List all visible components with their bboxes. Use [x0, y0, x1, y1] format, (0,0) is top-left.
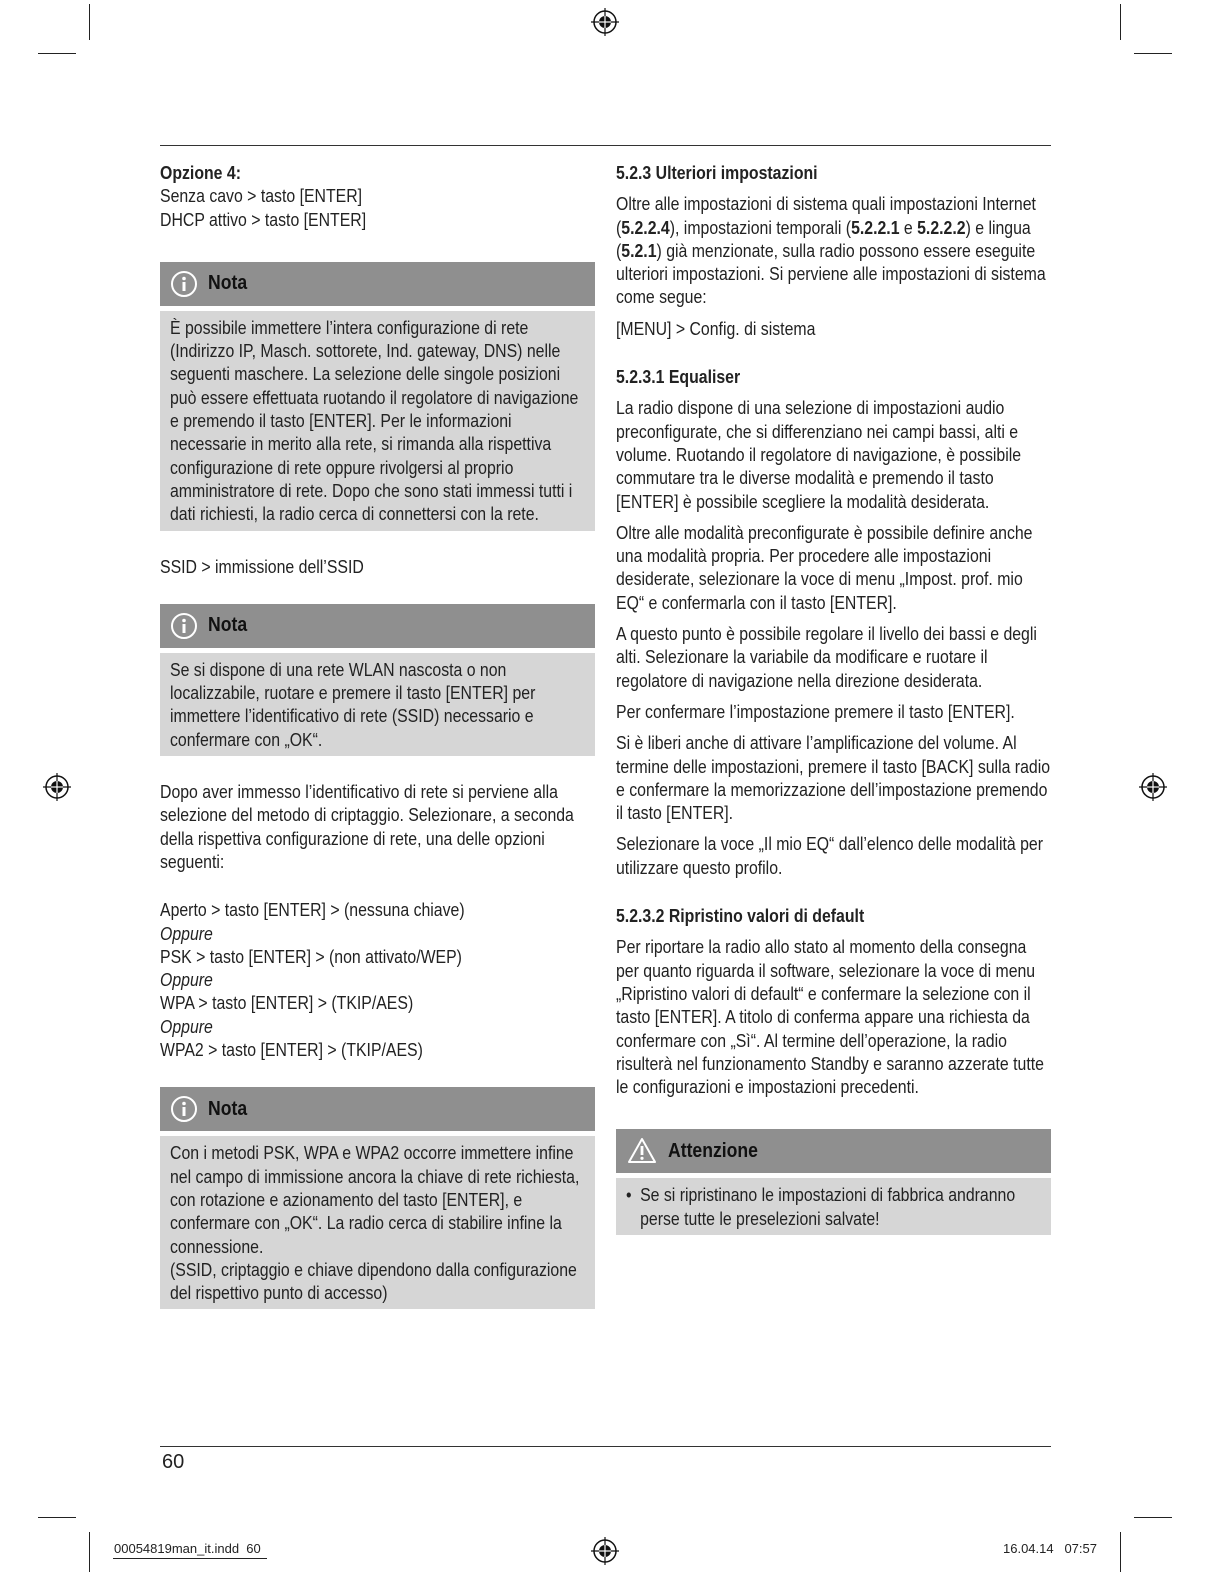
left-column — [160, 162, 595, 1309]
option4-line: Senza cavo > tasto [ENTER] — [160, 186, 363, 207]
slug-underline — [113, 1558, 267, 1559]
list-item: • Se si ripristinano le impostazioni di fabbrica andranno perse tutte le preselezioni salvate! — [626, 1184, 1042, 1231]
note-title: Nota — [208, 614, 248, 637]
or-label: Oppure — [160, 1016, 213, 1037]
paragraph: Si è liberi anche di attivare l’amplificazione del volume. Al termine delle impostazioni, premere il tasto [BACK] sulla radio e confermare la memorizzazione dell’impostazione premendo il tasto [ENTER]. — [616, 733, 1051, 824]
info-icon — [170, 612, 198, 640]
note-box — [160, 262, 595, 531]
note-header — [160, 604, 595, 648]
registration-mark-icon — [590, 1536, 620, 1566]
note-text: Se si dispone di una rete WLAN nascosta o non localizzabile, ruotare e premere il tasto [ENTER] per immettere l’identificativo di rete (SSID) necessario e confermare con „OK“. — [170, 659, 536, 750]
note-box — [160, 604, 595, 756]
paragraph: Per riportare la radio allo stato al momento della consegna per quanto riguarda il software, selezionare la voce di menu „Ripristino valori di default“ e confermare la selezione con il tasto [ENTER]. A titolo di conferma appare una richiesta da confermare con „Sì“. Al termine dell’operazione, la radio risulterà nel funzionamento Standby e saranno azzerate tutte le configurazioni e impostazioni precedenti. — [616, 937, 1044, 1098]
encryption-option: WPA2 > tasto [ENTER] > (TKIP/AES) — [160, 1040, 423, 1061]
crop-mark — [38, 1517, 76, 1518]
section-heading: 5.2.3.1 Equaliser — [616, 367, 741, 388]
section-reference: 5.2.1 — [621, 240, 657, 261]
info-icon — [170, 1095, 198, 1123]
bottom-rule — [160, 1446, 1051, 1447]
paragraph: La radio dispone di una selezione di impostazioni audio preconfigurate, che si differenziano nei campi bassi, alti e volume. Ruotando il regolatore di navigazione, è possibile commutare tra le diverse modalità e premendo il tasto [ENTER] è possibile scegliere la modalità desiderata. — [616, 398, 1022, 512]
paragraph: Oltre alle modalità preconfigurate è possibile definire anche una modalità propria. Per procedere alle impostazioni desiderate, selezionare la voce di menu „Impost. prof. mio EQ“ e confermarla con il tasto [ENTER]. — [616, 522, 1033, 613]
crop-mark — [1134, 53, 1172, 54]
encryption-option: PSK > tasto [ENTER] > (non attivato/WEP) — [160, 946, 462, 967]
section-reference: 5.2.2.1 — [851, 217, 900, 238]
note-header — [160, 262, 595, 306]
section-heading: 5.2.3.2 Ripristino valori di default — [616, 906, 865, 927]
note-text: Con i metodi PSK, WPA e WPA2 occorre immettere infine nel campo di immissione ancora la chiave di rete richiesta, con rotazione e azionamento del tasto [ENTER], e confermare con „OK“. La radio cerca di stabilire infine la connessione. — [170, 1143, 580, 1257]
crop-mark — [1134, 1517, 1172, 1518]
crop-mark — [38, 53, 76, 54]
top-rule — [160, 145, 1051, 146]
note-text: È possibile immettere l’intera configurazione di rete (Indirizzo IP, Masch. sottorete, Ind. gateway, DNS) nelle seguenti maschere. La selezione delle singole posizioni può essere effettuata ruotando il regolatore di navigazione e premendo il tasto [ENTER]. Per le informazioni necessarie in merito alla rete, si rimanda alla rispettiva configurazione di rete oppure rivolgersi al proprio amministratore di rete. Dopo che sono stati immessi tutti i dati richiesti, la radio cerca di connettersi con la rete. — [170, 317, 579, 525]
warning-title: Attenzione — [668, 1139, 758, 1162]
slug-datetime: 16.04.14 07:57 — [1003, 1541, 1097, 1556]
registration-mark-icon — [1138, 772, 1168, 802]
paragraph: Per confermare l’impostazione premere il tasto [ENTER]. — [616, 701, 1015, 722]
warning-box — [616, 1129, 1051, 1235]
warning-text: Se si ripristinano le impostazioni di fabbrica andranno perse tutte le preselezioni salvate! — [640, 1185, 1016, 1229]
note-box — [160, 1087, 595, 1309]
note-text: (SSID, criptaggio e chiave dipendono dalla configurazione del rispettivo punto di accesso) — [170, 1259, 577, 1304]
crop-mark — [89, 1532, 90, 1572]
ssid-line: SSID > immissione dell’SSID — [160, 556, 364, 577]
crop-mark — [1120, 1532, 1121, 1572]
right-column — [616, 162, 1051, 1235]
option4-heading: Opzione 4: — [160, 163, 241, 183]
warning-header — [616, 1129, 1051, 1173]
or-label: Oppure — [160, 923, 213, 944]
or-label: Oppure — [160, 970, 213, 991]
section-reference: 5.2.2.4 — [621, 217, 670, 238]
note-title: Nota — [208, 272, 248, 295]
registration-mark-icon — [590, 7, 620, 37]
paragraph: [MENU] > Config. di sistema — [616, 318, 816, 339]
page-number: 60 — [162, 1451, 185, 1473]
paragraph: Oltre alle impostazioni di sistema quali impostazioni Internet (5.2.2.4), impostazioni temporali (5.2.2.1 e 5.2.2.2) e lingua (5.2.1) già menzionate, sulla radio possono essere eseguite ulteriori impostazioni. Si perviene alle impostazioni di sistema come segue: — [616, 194, 1046, 308]
note-header — [160, 1087, 595, 1131]
encryption-option: Aperto > tasto [ENTER] > (nessuna chiave) — [160, 900, 465, 921]
paragraph: A questo punto è possibile regolare il livello dei bassi e degli alti. Selezionare la variabile da modificare e ruotare il regolatore di navigazione nella direzione desiderata. — [616, 624, 1037, 691]
crop-mark — [89, 4, 90, 40]
encryption-intro: Dopo aver immesso l’identificativo di rete si perviene alla selezione del metodo di criptaggio. Selezionare, a seconda della rispettiva configurazione di rete, una delle opzioni seguenti: — [160, 782, 574, 872]
section-reference: 5.2.2.2 — [917, 217, 966, 238]
note-title: Nota — [208, 1097, 248, 1120]
registration-mark-icon — [42, 772, 72, 802]
encryption-option: WPA > tasto [ENTER] > (TKIP/AES) — [160, 993, 414, 1014]
option4-line: DHCP attivo > tasto [ENTER] — [160, 209, 367, 230]
info-icon — [170, 270, 198, 298]
paragraph: Selezionare la voce „Il mio EQ“ dall’elenco delle modalità per utilizzare questo profilo. — [616, 834, 1044, 878]
crop-mark — [1120, 4, 1121, 40]
slug-filename: 00054819man_it.indd 60 — [114, 1541, 261, 1556]
section-heading: 5.2.3 Ulteriori impostazioni — [616, 163, 818, 183]
warning-icon — [626, 1137, 658, 1165]
